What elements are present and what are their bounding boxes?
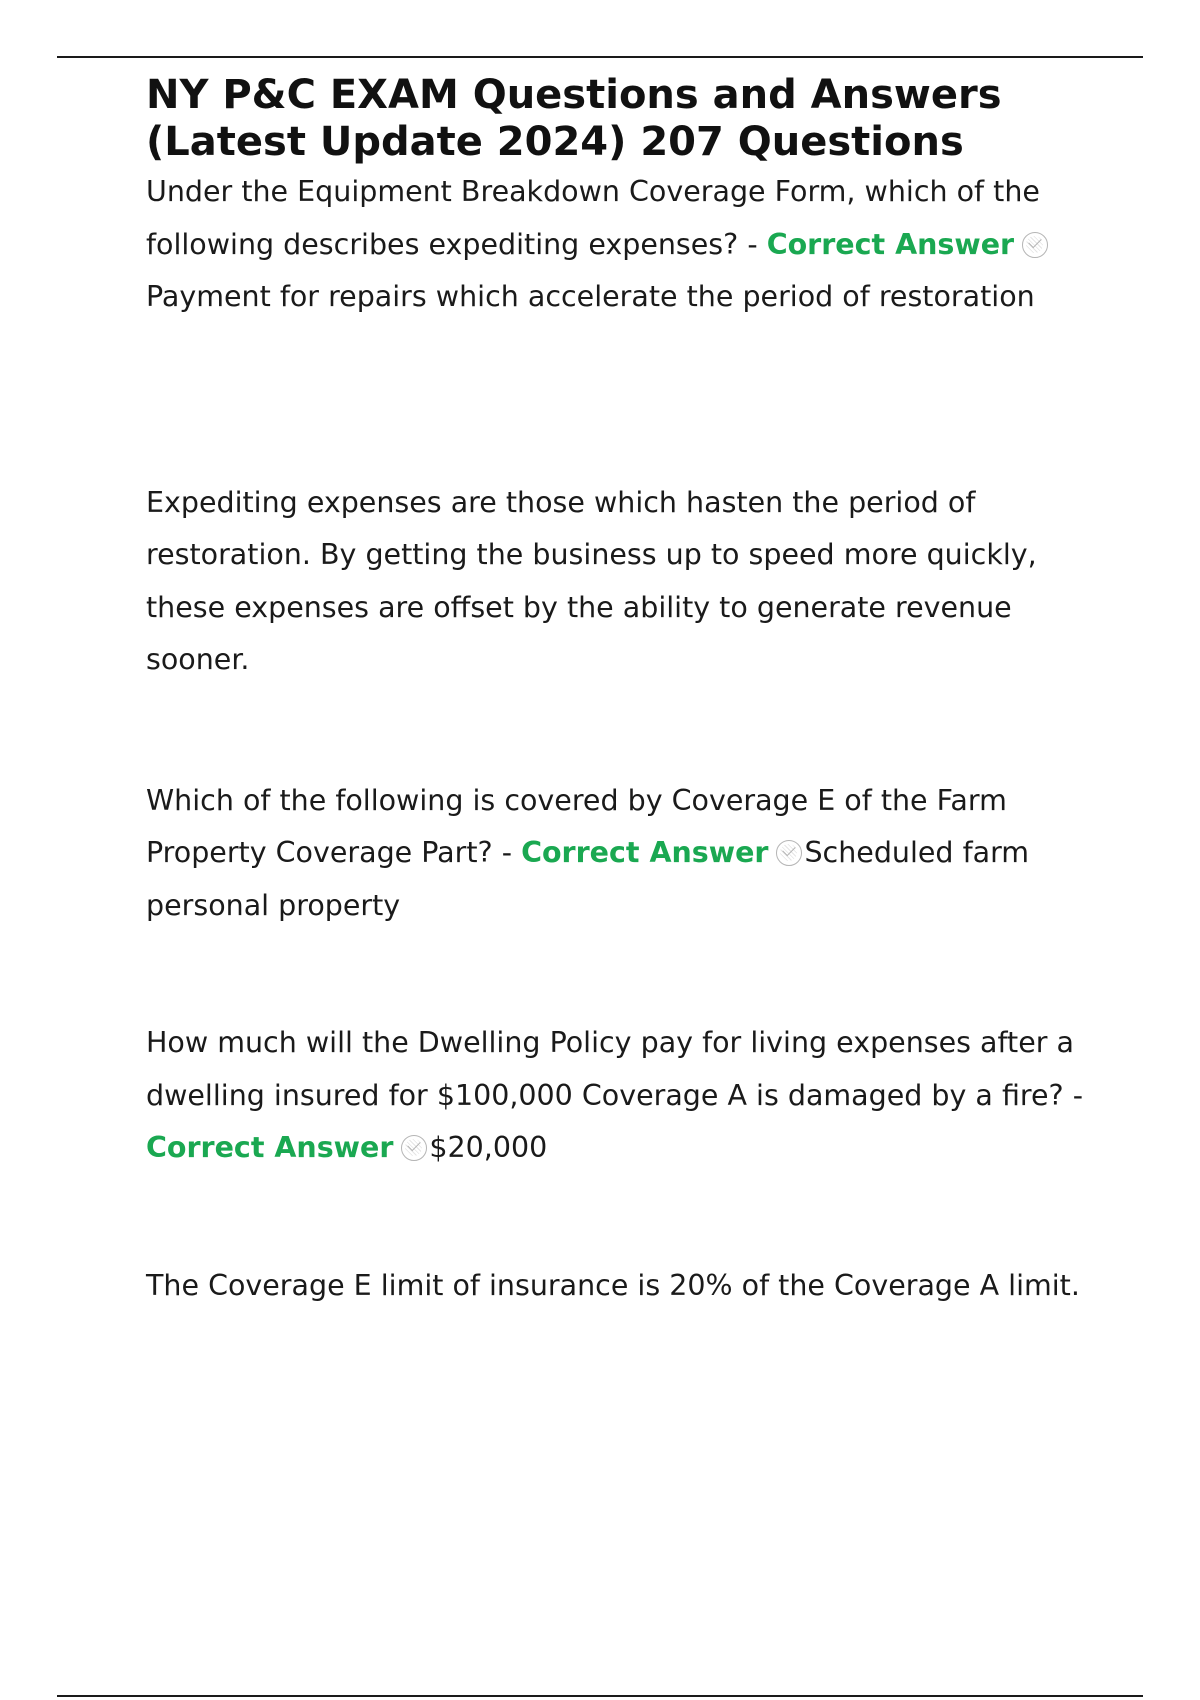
check-circle-icon	[401, 1135, 427, 1161]
document-title	[146, 72, 1096, 166]
question-3-text: How much will the Dwelling Policy pay for living expenses after a dwelling insured for $100,000 Coverage A is damaged by a fire? -	[146, 1026, 1083, 1112]
question-2	[146, 775, 1096, 933]
header-rule	[57, 56, 1143, 58]
document-body	[146, 72, 1096, 1312]
question-1	[146, 166, 1096, 324]
title-line-1: NY P&C EXAM Questions and Answers	[146, 72, 1002, 118]
answer-3-text: $20,000	[429, 1131, 548, 1164]
correct-answer-label: Correct Answer	[521, 836, 769, 869]
correct-answer-label: Correct Answer	[766, 227, 1015, 261]
check-circle-icon	[1022, 232, 1048, 258]
correct-answer-label: Correct Answer	[146, 1131, 394, 1164]
explanation-1: Expediting expenses are those which hasten the period of restoration. By getting the business up to speed more quickly, these expenses are offset by the ability to generate revenue sooner.	[146, 485, 1037, 676]
explanation-3: The Coverage E limit of insurance is 20% of the Coverage A limit.	[146, 1268, 1080, 1302]
check-circle-icon	[776, 840, 802, 866]
question-2-text: Which of the following is covered by Coverage E of the Farm Property Coverage Part? -	[146, 783, 1007, 869]
question-3	[146, 1017, 1096, 1175]
footer-rule	[57, 1695, 1143, 1697]
title-line-2: (Latest Update 2024) 207 Questions	[146, 119, 964, 165]
answer-2-text: Scheduled farm personal property	[146, 836, 1030, 922]
answer-1-text: Payment for repairs which accelerate the period of restoration	[146, 280, 1035, 313]
question-1-text: Under the Equipment Breakdown Coverage Form, which of the following describes expediting expenses? -	[146, 175, 1040, 261]
